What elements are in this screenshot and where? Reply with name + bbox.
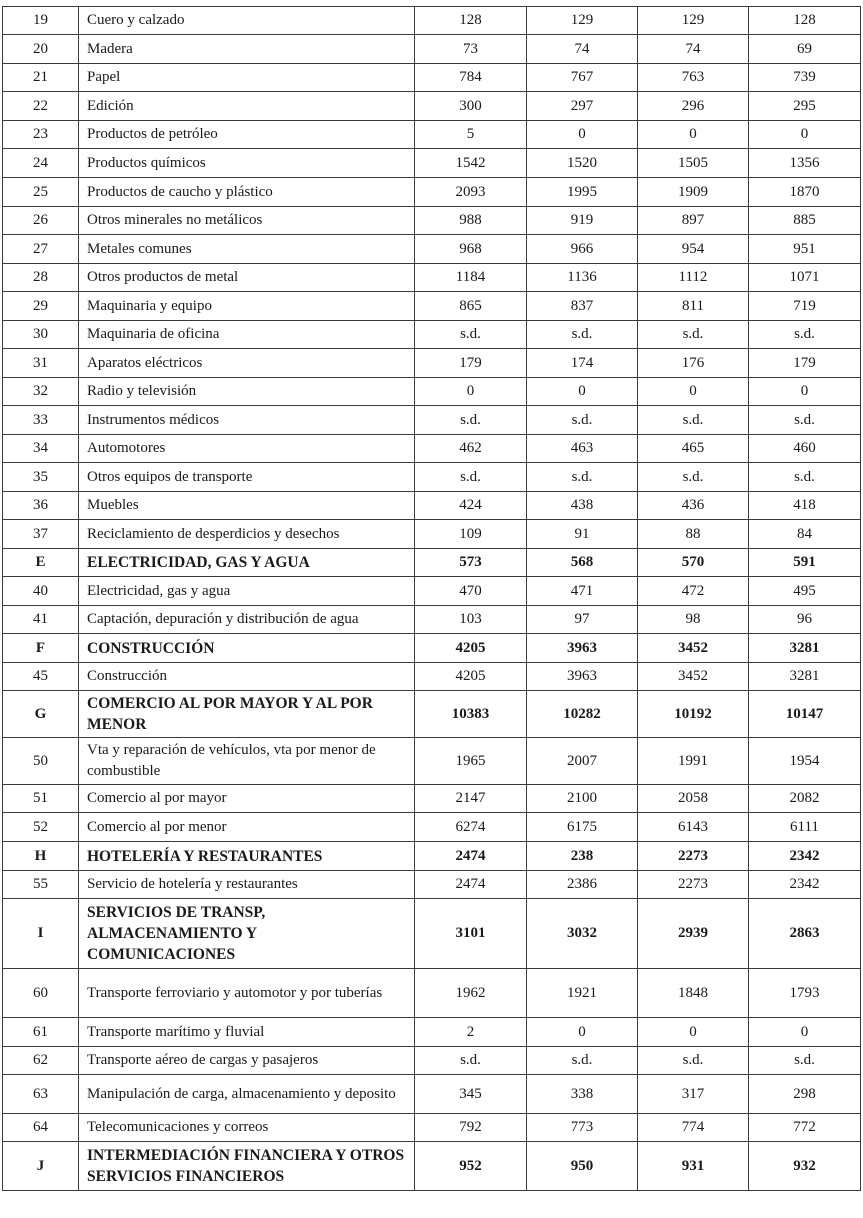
table-row <box>3 577 861 606</box>
row-value-2: 238 <box>527 842 638 871</box>
row-code: 45 <box>3 663 79 691</box>
row-value-1: 968 <box>415 235 527 264</box>
row-value-2: s.d. <box>527 1047 638 1075</box>
row-value-4: 460 <box>749 435 861 463</box>
row-code: 62 <box>3 1047 79 1075</box>
row-value-1: 2474 <box>415 871 527 899</box>
table-row <box>3 7 861 35</box>
row-value-4: 719 <box>749 292 861 321</box>
row-code: 60 <box>3 969 79 1018</box>
table-section-row <box>3 1142 861 1191</box>
row-value-2: 1520 <box>527 149 638 178</box>
row-value-2: 438 <box>527 492 638 520</box>
row-code: 20 <box>3 35 79 64</box>
row-value-1: 6274 <box>415 813 527 842</box>
row-value-4: s.d. <box>749 321 861 349</box>
row-description: Instrumentos médicos <box>79 406 415 435</box>
row-value-1: 1184 <box>415 264 527 292</box>
row-value-1: 0 <box>415 378 527 406</box>
row-description: Telecomunicaciones y correos <box>79 1114 415 1142</box>
row-value-4: 0 <box>749 378 861 406</box>
row-value-3: 3452 <box>638 663 749 691</box>
row-code: 27 <box>3 235 79 264</box>
row-value-1: 3101 <box>415 899 527 969</box>
row-value-1: s.d. <box>415 406 527 435</box>
row-value-4: 2342 <box>749 871 861 899</box>
row-code: 41 <box>3 606 79 634</box>
row-value-4: 295 <box>749 92 861 121</box>
row-value-2: 174 <box>527 349 638 378</box>
row-value-1: s.d. <box>415 1047 527 1075</box>
row-code: H <box>3 842 79 871</box>
row-description: Cuero y calzado <box>79 7 415 35</box>
table-row <box>3 1075 861 1114</box>
table-row <box>3 813 861 842</box>
table-row <box>3 35 861 64</box>
row-description: Muebles <box>79 492 415 520</box>
row-description: Reciclamiento de desperdicios y desechos <box>79 520 415 549</box>
row-value-3: 954 <box>638 235 749 264</box>
table-row <box>3 149 861 178</box>
row-value-4: 96 <box>749 606 861 634</box>
row-value-1: 103 <box>415 606 527 634</box>
row-description: INTERMEDIACIÓN FINANCIERA Y OTROS SERVICIOS FINANCIEROS <box>79 1142 415 1191</box>
row-value-1: 784 <box>415 64 527 92</box>
row-value-3: 10192 <box>638 691 749 738</box>
table-row <box>3 738 861 785</box>
row-value-3: 763 <box>638 64 749 92</box>
table-row <box>3 520 861 549</box>
row-value-3: 98 <box>638 606 749 634</box>
row-code: 51 <box>3 785 79 813</box>
row-value-2: 1995 <box>527 178 638 207</box>
row-value-1: 470 <box>415 577 527 606</box>
row-value-4: s.d. <box>749 463 861 492</box>
row-value-3: 436 <box>638 492 749 520</box>
row-value-3: 897 <box>638 207 749 235</box>
row-value-1: 4205 <box>415 634 527 663</box>
row-description: Construcción <box>79 663 415 691</box>
row-value-1: 1542 <box>415 149 527 178</box>
row-code: 35 <box>3 463 79 492</box>
table-row <box>3 264 861 292</box>
row-description: Comercio al por menor <box>79 813 415 842</box>
row-value-3: 472 <box>638 577 749 606</box>
row-value-4: 3281 <box>749 634 861 663</box>
row-code: 19 <box>3 7 79 35</box>
row-value-1: 73 <box>415 35 527 64</box>
row-code: 61 <box>3 1018 79 1047</box>
data-table <box>2 6 861 1191</box>
row-value-1: 2 <box>415 1018 527 1047</box>
row-value-4: 84 <box>749 520 861 549</box>
row-code: F <box>3 634 79 663</box>
table-row <box>3 321 861 349</box>
table-row <box>3 969 861 1018</box>
row-value-2: 463 <box>527 435 638 463</box>
row-description: Transporte ferroviario y automotor y por tuberías <box>79 969 415 1018</box>
row-code: G <box>3 691 79 738</box>
row-value-4: 128 <box>749 7 861 35</box>
row-value-3: 129 <box>638 7 749 35</box>
row-description: Maquinaria y equipo <box>79 292 415 321</box>
row-value-1: 1962 <box>415 969 527 1018</box>
row-code: 36 <box>3 492 79 520</box>
row-value-3: 2273 <box>638 842 749 871</box>
table-row <box>3 349 861 378</box>
row-value-3: 176 <box>638 349 749 378</box>
row-code: 30 <box>3 321 79 349</box>
row-value-4: 932 <box>749 1142 861 1191</box>
table-row <box>3 1114 861 1142</box>
table-row <box>3 121 861 149</box>
row-value-2: 568 <box>527 549 638 577</box>
row-value-3: 2939 <box>638 899 749 969</box>
table-row <box>3 406 861 435</box>
row-value-4: 2342 <box>749 842 861 871</box>
row-description: Productos de petróleo <box>79 121 415 149</box>
row-description: COMERCIO AL POR MAYOR Y AL POR MENOR <box>79 691 415 738</box>
row-value-3: 0 <box>638 1018 749 1047</box>
row-value-1: 462 <box>415 435 527 463</box>
table-row <box>3 207 861 235</box>
row-value-4: 0 <box>749 121 861 149</box>
row-value-1: 2147 <box>415 785 527 813</box>
row-value-4: 772 <box>749 1114 861 1142</box>
row-code: 31 <box>3 349 79 378</box>
row-value-2: s.d. <box>527 406 638 435</box>
row-description: Comercio al por mayor <box>79 785 415 813</box>
row-value-1: 179 <box>415 349 527 378</box>
row-value-2: 297 <box>527 92 638 121</box>
row-description: CONSTRUCCIÓN <box>79 634 415 663</box>
table-row <box>3 378 861 406</box>
row-code: J <box>3 1142 79 1191</box>
row-value-2: 0 <box>527 378 638 406</box>
row-description: Vta y reparación de vehículos, vta por menor de combustible <box>79 738 415 785</box>
row-description: SERVICIOS DE TRANSP, ALMACENAMIENTO Y COMUNICACIONES <box>79 899 415 969</box>
row-description: Productos químicos <box>79 149 415 178</box>
row-value-3: 774 <box>638 1114 749 1142</box>
row-value-4: 179 <box>749 349 861 378</box>
table-row <box>3 1047 861 1075</box>
row-value-4: 739 <box>749 64 861 92</box>
table-section-row <box>3 691 861 738</box>
row-value-1: 2474 <box>415 842 527 871</box>
row-value-4: 3281 <box>749 663 861 691</box>
row-description: Radio y televisión <box>79 378 415 406</box>
row-value-3: s.d. <box>638 1047 749 1075</box>
row-description: HOTELERÍA Y RESTAURANTES <box>79 842 415 871</box>
row-value-4: 951 <box>749 235 861 264</box>
row-value-2: 97 <box>527 606 638 634</box>
row-code: 55 <box>3 871 79 899</box>
row-value-1: 109 <box>415 520 527 549</box>
row-value-4: s.d. <box>749 406 861 435</box>
row-value-1: s.d. <box>415 463 527 492</box>
table-row <box>3 92 861 121</box>
row-description: Otros minerales no metálicos <box>79 207 415 235</box>
table-row <box>3 492 861 520</box>
row-code: 24 <box>3 149 79 178</box>
table-row <box>3 663 861 691</box>
row-description: Edición <box>79 92 415 121</box>
row-description: Madera <box>79 35 415 64</box>
row-description: Manipulación de carga, almacenamiento y deposito <box>79 1075 415 1114</box>
row-code: E <box>3 549 79 577</box>
row-value-3: 6143 <box>638 813 749 842</box>
table-row <box>3 463 861 492</box>
row-value-2: 338 <box>527 1075 638 1114</box>
row-value-2: 1921 <box>527 969 638 1018</box>
row-value-2: 3963 <box>527 634 638 663</box>
row-value-2: s.d. <box>527 463 638 492</box>
table-section-row <box>3 549 861 577</box>
row-value-2: 6175 <box>527 813 638 842</box>
row-value-1: 345 <box>415 1075 527 1114</box>
row-code: 52 <box>3 813 79 842</box>
row-value-4: 418 <box>749 492 861 520</box>
row-value-4: 298 <box>749 1075 861 1114</box>
row-value-2: 0 <box>527 1018 638 1047</box>
row-value-2: 129 <box>527 7 638 35</box>
row-code: 50 <box>3 738 79 785</box>
row-value-3: 931 <box>638 1142 749 1191</box>
row-code: 29 <box>3 292 79 321</box>
row-code: 21 <box>3 64 79 92</box>
row-description: Metales comunes <box>79 235 415 264</box>
row-code: I <box>3 899 79 969</box>
row-description: Captación, depuración y distribución de agua <box>79 606 415 634</box>
row-value-3: 0 <box>638 121 749 149</box>
row-value-1: s.d. <box>415 321 527 349</box>
row-value-2: 10282 <box>527 691 638 738</box>
row-code: 33 <box>3 406 79 435</box>
row-value-2: 919 <box>527 207 638 235</box>
row-value-2: 74 <box>527 35 638 64</box>
row-code: 28 <box>3 264 79 292</box>
table-row <box>3 235 861 264</box>
row-value-4: 1870 <box>749 178 861 207</box>
row-value-4: 1793 <box>749 969 861 1018</box>
row-value-3: 1991 <box>638 738 749 785</box>
row-value-2: 2007 <box>527 738 638 785</box>
row-code: 40 <box>3 577 79 606</box>
row-value-3: 3452 <box>638 634 749 663</box>
row-code: 22 <box>3 92 79 121</box>
row-value-1: 128 <box>415 7 527 35</box>
row-value-4: 0 <box>749 1018 861 1047</box>
row-value-2: 767 <box>527 64 638 92</box>
row-code: 64 <box>3 1114 79 1142</box>
row-value-3: 296 <box>638 92 749 121</box>
row-value-3: 2273 <box>638 871 749 899</box>
row-value-3: 317 <box>638 1075 749 1114</box>
row-value-1: 1965 <box>415 738 527 785</box>
row-value-4: 495 <box>749 577 861 606</box>
row-value-4: 1356 <box>749 149 861 178</box>
row-description: Otros productos de metal <box>79 264 415 292</box>
row-value-1: 952 <box>415 1142 527 1191</box>
row-description: Transporte marítimo y fluvial <box>79 1018 415 1047</box>
row-value-3: 1505 <box>638 149 749 178</box>
row-value-3: 570 <box>638 549 749 577</box>
row-value-1: 988 <box>415 207 527 235</box>
row-value-1: 792 <box>415 1114 527 1142</box>
row-value-2: 966 <box>527 235 638 264</box>
row-value-2: 3032 <box>527 899 638 969</box>
row-description: Otros equipos de transporte <box>79 463 415 492</box>
row-value-4: 1954 <box>749 738 861 785</box>
row-value-2: 773 <box>527 1114 638 1142</box>
row-code: 23 <box>3 121 79 149</box>
row-value-4: s.d. <box>749 1047 861 1075</box>
table-row <box>3 785 861 813</box>
table-row <box>3 871 861 899</box>
table-section-row <box>3 634 861 663</box>
table-row <box>3 606 861 634</box>
row-value-1: 865 <box>415 292 527 321</box>
row-value-3: 0 <box>638 378 749 406</box>
row-value-2: 837 <box>527 292 638 321</box>
row-value-2: 471 <box>527 577 638 606</box>
row-value-3: s.d. <box>638 321 749 349</box>
row-value-3: s.d. <box>638 463 749 492</box>
row-value-1: 10383 <box>415 691 527 738</box>
row-code: 63 <box>3 1075 79 1114</box>
row-value-3: 811 <box>638 292 749 321</box>
row-value-4: 1071 <box>749 264 861 292</box>
table-body <box>3 7 861 1191</box>
row-value-2: 2100 <box>527 785 638 813</box>
row-value-1: 5 <box>415 121 527 149</box>
row-value-4: 10147 <box>749 691 861 738</box>
row-description: Electricidad, gas y agua <box>79 577 415 606</box>
row-value-2: 950 <box>527 1142 638 1191</box>
row-code: 34 <box>3 435 79 463</box>
row-value-1: 424 <box>415 492 527 520</box>
row-value-3: 2058 <box>638 785 749 813</box>
row-description: Servicio de hotelería y restaurantes <box>79 871 415 899</box>
table-row <box>3 1018 861 1047</box>
table-row <box>3 435 861 463</box>
row-description: Aparatos eléctricos <box>79 349 415 378</box>
row-code: 32 <box>3 378 79 406</box>
row-value-3: s.d. <box>638 406 749 435</box>
row-value-2: 1136 <box>527 264 638 292</box>
row-value-4: 2082 <box>749 785 861 813</box>
table-row <box>3 178 861 207</box>
row-code: 37 <box>3 520 79 549</box>
row-value-3: 1909 <box>638 178 749 207</box>
row-value-2: 0 <box>527 121 638 149</box>
row-value-2: 2386 <box>527 871 638 899</box>
row-description: Automotores <box>79 435 415 463</box>
row-value-3: 465 <box>638 435 749 463</box>
row-value-4: 2863 <box>749 899 861 969</box>
row-value-3: 74 <box>638 35 749 64</box>
row-value-4: 6111 <box>749 813 861 842</box>
table-row <box>3 64 861 92</box>
row-description: Productos de caucho y plástico <box>79 178 415 207</box>
row-value-2: 3963 <box>527 663 638 691</box>
row-value-1: 300 <box>415 92 527 121</box>
row-value-3: 1848 <box>638 969 749 1018</box>
row-value-2: 91 <box>527 520 638 549</box>
row-value-1: 573 <box>415 549 527 577</box>
row-value-2: s.d. <box>527 321 638 349</box>
row-code: 25 <box>3 178 79 207</box>
row-value-1: 2093 <box>415 178 527 207</box>
table-section-row <box>3 899 861 969</box>
row-code: 26 <box>3 207 79 235</box>
row-description: ELECTRICIDAD, GAS Y AGUA <box>79 549 415 577</box>
row-value-4: 69 <box>749 35 861 64</box>
row-value-3: 88 <box>638 520 749 549</box>
row-description: Maquinaria de oficina <box>79 321 415 349</box>
table-row <box>3 292 861 321</box>
row-value-4: 591 <box>749 549 861 577</box>
row-description: Transporte aéreo de cargas y pasajeros <box>79 1047 415 1075</box>
table-section-row <box>3 842 861 871</box>
row-value-3: 1112 <box>638 264 749 292</box>
row-value-4: 885 <box>749 207 861 235</box>
row-description: Papel <box>79 64 415 92</box>
row-value-1: 4205 <box>415 663 527 691</box>
